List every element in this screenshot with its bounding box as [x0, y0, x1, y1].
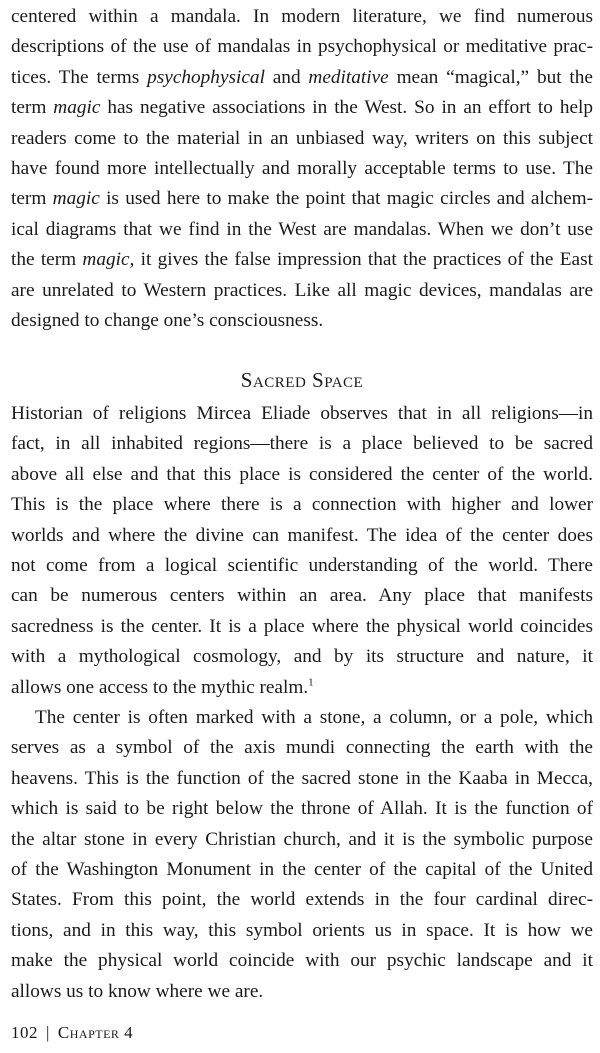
text-line: readers come to the material in an unbiased way, writers on this subject [11, 127, 593, 149]
text-line: of the Washington Monument in the center of the capital of the United [11, 859, 593, 881]
text-line: which is said to be right below the throne of Allah. It is the function of [11, 798, 593, 820]
text-line: tices. The terms psychophysical and meditative mean “magical,” but the [11, 66, 593, 88]
text-line: worlds and where the divine can manifest. The idea of the center does [11, 524, 593, 546]
text-line: have found more intellectually and morally acceptable terms to use. The [11, 158, 593, 180]
text-line: with a mythological cosmology, and by its structure and nature, it [11, 646, 593, 668]
page-number: 102 [11, 1023, 38, 1042]
text-line: the term magic, it gives the false impression that the practices of the East [11, 249, 593, 271]
paragraph-mandala [11, 2, 593, 336]
paragraph-center [11, 703, 593, 1007]
text-line: term magic has negative associations in the West. So in an effort to help [11, 97, 594, 119]
text-line: This is the place where there is a connection with higher and lower [11, 494, 593, 516]
footer-separator: | [46, 1023, 50, 1042]
section-heading: Sacred Space [240, 368, 364, 392]
text-line: term magic is used here to make the point that magic circles and alchem- [11, 188, 593, 210]
text-line: the altar stone in every Christian church, and it is the symbolic purpose [11, 828, 593, 850]
footnote-marker[interactable]: 1 [308, 676, 314, 689]
text-line: ical diagrams that we find in the West are mandalas. When we don’t use [11, 218, 593, 240]
text-line: States. From this point, the world extends in the four cardinal direc- [11, 889, 593, 911]
text-line: The center is often marked with a stone, a column, or a pole, which [35, 707, 593, 728]
text-line [11, 673, 593, 703]
text-line: tions, and in this way, this symbol orients us in space. It is how we [11, 919, 593, 941]
italic-term: psychophysical [147, 66, 265, 88]
italic-term: magic [53, 97, 101, 119]
text-line: serves as a symbol of the axis mundi connecting the earth with the [11, 737, 593, 759]
page-footer [11, 1023, 133, 1043]
text-line: can be numerous centers within an area. Any place that manifests [11, 585, 593, 607]
italic-term: magic [52, 188, 100, 210]
italic-term: meditative [308, 66, 389, 88]
chapter-label: Chapter 4 [57, 1023, 134, 1042]
text-line: are unrelated to Western practices. Like all magic devices, mandalas are [11, 279, 593, 301]
text-line: sacredness is the center. It is a place where the physical world coincides [11, 615, 593, 637]
text-line: not come from a logical scientific understanding of the world. There [11, 555, 593, 577]
text-line-content: allows one access to the mythic realm. [11, 676, 309, 698]
text-line: centered within a mandala. In modern literature, we find numerous [11, 6, 593, 27]
paragraph-eliade [11, 399, 593, 703]
text-line: descriptions of the use of mandalas in psychophysical or meditative prac- [11, 36, 593, 58]
italic-term: magic, [82, 249, 135, 271]
text-line: designed to change one’s consciousness. [11, 310, 324, 332]
text-line: fact, in all inhabited regions—there is a place believed to be sacred [11, 433, 593, 455]
text-line: heavens. This is the function of the sacred stone in the Kaaba in Mecca, [11, 767, 593, 789]
text-line: make the physical world coincide with our psychic landscape and it [11, 950, 593, 972]
text-line: Historian of religions Mircea Eliade observes that in all religions—in [11, 403, 593, 424]
text-line: allows us to know where we are. [11, 980, 264, 1002]
text-line: above all else and that this place is considered the center of the world. [11, 463, 593, 485]
